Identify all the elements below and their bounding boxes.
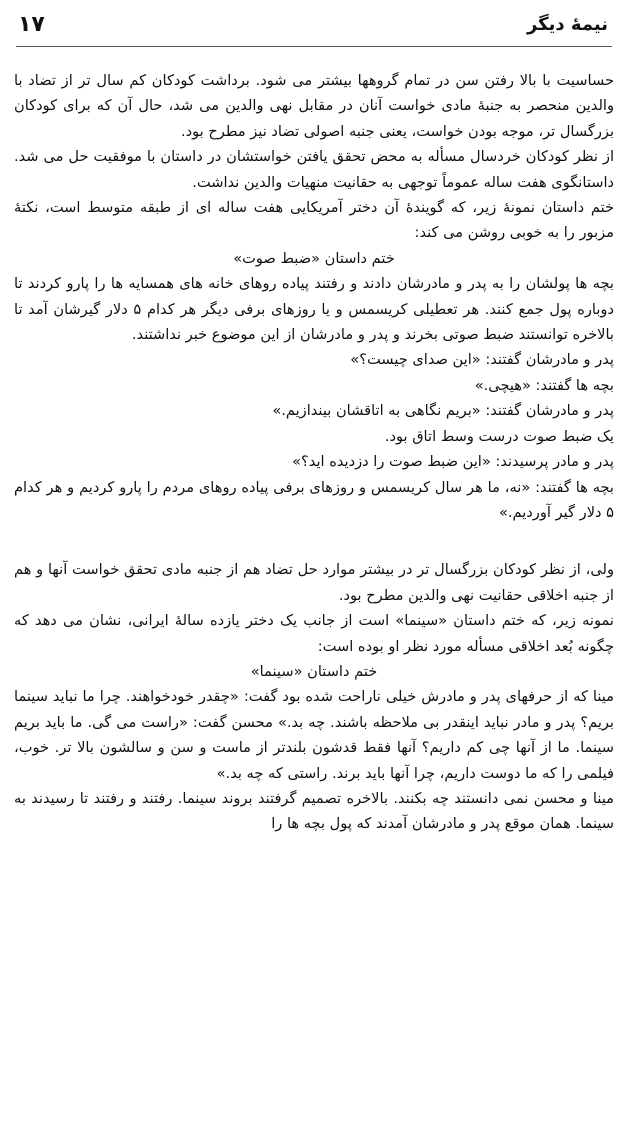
story-line: مینا و محسن نمی دانستند چه بکنند. بالاخره تصمیم گرفتند بروند سینما. رفتند و رفتند تا رسیدند به سینما. همان موقع پدر و مادرشان آمدند که پول بچه ها را [14, 789, 614, 833]
paragraph: نمونه زیر، که ختم داستان «سینما» است از جانب یک دختر یازده سالهٔ ایرانی، نشان می دهد که چگونه بُعد اخلاقی مسأله مورد نظر او بوده است: [14, 612, 614, 655]
paragraph: حساسیت با بالا رفتن سن در تمام گروهها بیشتر می شود. برداشت کودکان کم سال تر از تضاد با والدین منحصر به جنبهٔ مادی خواست آنان در مقابل نهی والدین می شد، حال آن که برای کودکان بزرگسال تر، موجه بودن خواست، یعنی جنبه اصولی تضاد نیز مطرح بود. [14, 72, 614, 140]
story-title: ختم داستان «ضبط صوت» [233, 249, 395, 267]
story-line: مینا که از حرفهای پدر و مادرش خیلی ناراحت شده بود گفت: «چقدر خودخواهند. چرا ما نباید سینما بریم؟ پدر و مادر نباید اینقدر بی ملاحظه باشند. چه بد.» محسن گفت: «راست می گی. ما باید بریم سینما. ما از آنها چی کم داریم؟ آنها فقط قدشون بلندتر از ماست و سن و سالشون بالا تر. خوب، فیلمی را که ما دوست داریم، چرا آنها باید برند. راستی که چه بد.» [14, 688, 614, 782]
story-line: پدر و مادر پرسیدند: «این ضبط صوت را دزدیده اید؟» [292, 453, 614, 471]
section-gap [14, 525, 614, 557]
paragraph: از نظر کودکان خردسال مسأله به محض تحقق یافتن خواستشان در داستان با موفقیت حل می شد. داستانگوی هفت ساله عموماً توجهی به حقانیت منهیات والدین نداشت. [14, 148, 614, 191]
story-line: پدر و مادرشان گفتند: «این صدای چیست؟» [350, 351, 614, 369]
page-header [16, 12, 612, 47]
body-text [14, 68, 614, 837]
story-line: بچه ها گفتند: «نه، ما هر سال کریسمس و روزهای برفی پیاده روهای مردم را پارو کردیم و هر کدام ۵ دلار گیر آوردیم.» [14, 478, 614, 521]
story-title: ختم داستان «سینما» [250, 662, 378, 680]
story-line: یک ضبط صوت درست وسط اتاق بود. [384, 427, 614, 445]
page-number: ۱۷ [18, 12, 45, 37]
running-title: نیمهٔ دیگر [526, 14, 608, 35]
story-line: بچه ها گفتند: «هیچی.» [474, 376, 614, 394]
paragraph: ختم داستان نمونهٔ زیر، که گویندهٔ آن دختر آمریکایی هفت ساله ای از طبقه متوسط است، نکتهٔ مزبور را به خوبی روشن می کند: [14, 199, 614, 242]
paragraph: ولی، از نظر کودکان بزرگسال تر در بیشتر موارد حل تضاد هم از جنبه مادی تحقق خواست آنها و هم از جنبه اخلاقی حقانیت نهی والدین مطرح بود. [14, 561, 614, 604]
story-line: بچه ها پولشان را به پدر و مادرشان دادند و رفتند پیاده روهای خانه های همسایه ها را پارو کردند تا دوباره پول جمع کنند. هر تعطیلی کریسمس و یا روزهای برفی دیگر هر کدام ۵ دلار گیرشان آمد تا بالاخره توانستند ضبط صوتی بخرند و پدر و مادرشان از این موضوع خبر نداشتند. [14, 275, 614, 344]
story-line: پدر و مادرشان گفتند: «بریم نگاهی به اتاقشان بیندازیم.» [272, 402, 614, 420]
